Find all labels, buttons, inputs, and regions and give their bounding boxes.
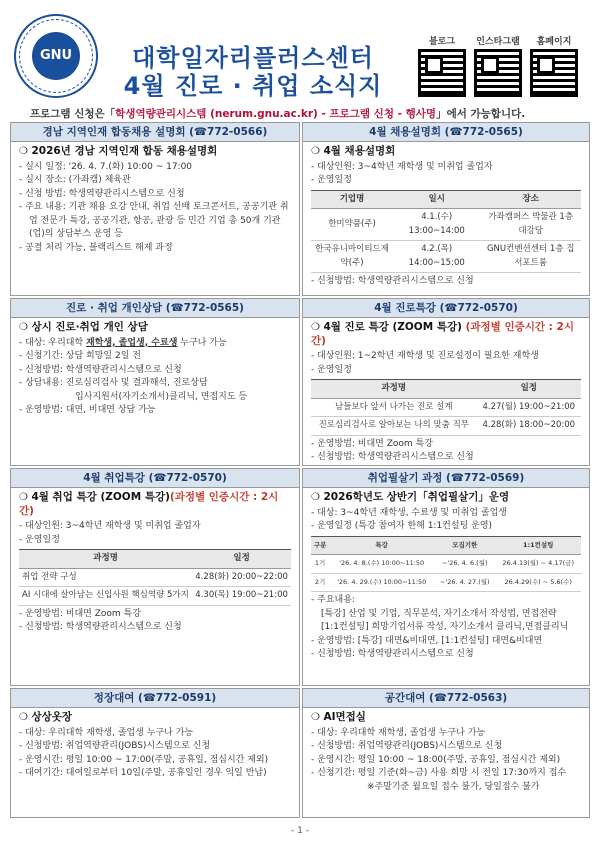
notice-line: 프로그램 신청은「학생역량관리시스템 (nerum.gnu.ac.kr) - 프로그램 신청 - 행사명」에서 가능합니다.	[30, 108, 526, 120]
header	[0, 0, 600, 100]
table-row: AI 시대에 살아남는 신입사원 핵심역량 5가지 4.30(목) 19:00~21:00	[19, 587, 291, 606]
university-logo: GNU	[14, 14, 98, 98]
section-recruit-briefing: 4월 채용설명회 (☎772-0565) ❍ 4월 채용설명회 - 대상인원: 3~4학년 재학생 및 미취업 졸업자 - 운영일정 기업명 일시 장소 한미약품(주) 4.1.(수) 13:00~14:00 가좌캠퍼스 박물관 1층 대강당 한국유니마이티드제약(주) 4.2.(목) 14:00~15:00 GNU컨벤션센터 1층 집서포트룸 - 신청방법: 학생역량관리시스템으로 신청	[302, 122, 590, 296]
qr-blog[interactable]: 블로그	[416, 34, 468, 97]
section-title: ❍ AI면접실	[311, 711, 581, 725]
section-title: ❍ 4월 진로 특강 (ZOOM 특강) (과정별 인증시간 : 2시간)	[311, 321, 581, 348]
newsletter-title: 4월 진로 · 취업 소식지	[123, 72, 383, 100]
qr-code-icon	[418, 49, 466, 97]
section-title: ❍ 4월 취업 특강 (ZOOM 특강)(과정별 인증시간 : 2시간)	[19, 491, 291, 518]
section-header: 경남 지역인재 합동채용 설명회 (☎772-0566)	[11, 123, 299, 142]
section-header: 공간대여 (☎772-0563)	[303, 689, 589, 708]
section-career-lecture: 4월 진로특강 (☎772-0570) ❍ 4월 진로 특강 (ZOOM 특강) (과정별 인증시간 : 2시간) - 대상인원: 1~2학년 재학생 및 진로설정이 필요한 재학생 - 운영일정 과정명 일정 남들보다 앞서 나가는 진로 설계 4.27(월) 19:00~21:00 진로심리검사로 알아보는 나의 맞춤 직무 4.28(화) 18:00~20:00 - 운영방법: 비대면 Zoom 특강 - 신청방법: 학생역량관리시스템으로 신청	[302, 298, 590, 466]
qr-homepage[interactable]: 홈페이지	[528, 34, 580, 97]
center-title: 대학일자리플러스센터	[132, 44, 374, 72]
section-job-fair: 경남 지역인재 합동채용 설명회 (☎772-0566) ❍ 2026년 경남 지역인재 합동 채용설명회 - 실시 일정: '26. 4. 7.(화) 10:00 ~ 17:00 - 실시 장소: (가좌캠) 체육관 - 신청 방법: 학생역량관리시스템으로 신청 - 주요 내용: 기관 채용 요강 안내, 취업 선배 토크콘서트, 공공기관 취업 전문가 특강, 공공기관, 항공, 관광 등 민간 기업 총 50개 기관(업)의 상담부스 운영 등 - 공결 처리 가능, 블랙리스트 해제 과정	[10, 122, 300, 296]
table-row: 진로심리검사로 알아보는 나의 맞춤 직무 4.28(화) 18:00~20:00	[311, 417, 581, 436]
table-row: 한미약품(주) 4.1.(수) 13:00~14:00 가좌캠퍼스 박물관 1층 대강당	[311, 209, 581, 241]
section-header: 정장대여 (☎772-0591)	[11, 689, 299, 708]
section-job-lecture: 4월 취업특강 (☎772-0570) ❍ 4월 취업 특강 (ZOOM 특강)(과정별 인증시간 : 2시간) - 대상인원: 3~4학년 재학생 및 미취업 졸업자 - 운영일정 과정명 일정 취업 전략 구성 4.28(화) 20:00~22:00 AI 시대에 살아남는 신입사원 핵심역량 5가지 4.30(목) 19:00~21:00 - 운영방법: 비대면 Zoom 특강 - 신청방법: 학생역량관리시스템으로 신청	[10, 468, 300, 686]
schedule-table: 과정명 일정 남들보다 앞서 나가는 진로 설계 4.27(월) 19:00~21:00 진로심리검사로 알아보는 나의 맞춤 직무 4.28(화) 18:00~20:00	[311, 379, 581, 436]
section-space-rental: 공간대여 (☎772-0563) ❍ AI면접실 - 대상: 우리대학 재학생, 졸업생 누구나 가능 - 신청방법: 취업역량관리(JOBS)시스템으로 신청 - 운영시간: 평일 10:00 ~ 18:00(주말, 공휴일, 점심시간 제외) - 신청기간: 평일 기준(화~금) 사용 희망 시 전일 17:30까지 접수 ※주말기준 월요일 접수 불가, 당일접수 불가	[302, 688, 590, 818]
table-row: 취업 전략 구성 4.28(화) 20:00~22:00	[19, 568, 291, 587]
section-title: ❍ 2026학년도 상반기「취업필살기」운영	[311, 491, 581, 505]
table-row: 한국유니마이티드제약(주) 4.2.(목) 14:00~15:00 GNU컨벤션센터 1층 집서포트룸	[311, 241, 581, 273]
section-header: 4월 취업특강 (☎772-0570)	[11, 469, 299, 488]
notice-link[interactable]: 학생역량관리시스템 (nerum.gnu.ac.kr) - 프로그램 신청 - 행사명	[115, 108, 437, 120]
section-job-skills: 취업필살기 과정 (☎772-0569) ❍ 2026학년도 상반기「취업필살기」운영 - 대상: 3~4학년 재학생, 수료생 및 미취업 졸업생 - 운영일정 (특강 참여자 한해 1:1컨설팅 운영) 구분 특강 모집기한 1:1컨설팅 1기 '26. 4. 8.(수) 10:00~11:50 ~'26. 4. 6.(월) 26.4.13(월) ~ 4.17(금) 2기 '26. 4. 29.(수) 10:00~11:50 ~'26. 4. 27.(월) 26.4.29(수) ~ 5.6(수) - 주요내용: [특강] 산업 및 기업, 직무분석, 자기소개서 작성법, 면접전략 [1:1컨설팅] 희망기업서류 작성, 자기소개서 클리닉,면접클리닉 - 운영방법: [특강] 대면&비대면, [1:1컨설팅] 대면&비대면 - 신청방법: 학생역량관리시스템으로 신청	[302, 468, 590, 686]
table-row: 1기 '26. 4. 8.(수) 10:00~11:50 ~'26. 4. 6.(월) 26.4.13(월) ~ 4.17(금)	[311, 555, 581, 574]
section-header: 취업필살기 과정 (☎772-0569)	[303, 469, 589, 488]
section-title: ❍ 상상옷장	[19, 711, 291, 725]
schedule-table: 구분 특강 모집기한 1:1컨설팅 1기 '26. 4. 8.(수) 10:00~11:50 ~'26. 4. 6.(월) 26.4.13(월) ~ 4.17(금) 2기 '26. 4. 29.(수) 10:00~11:50 ~'26. 4. 27.(월) 26.4.29(수) ~ 5.6(수)	[311, 536, 581, 593]
qr-instagram[interactable]: 인스타그램	[472, 34, 524, 97]
section-title: ❍ 상시 진로·취업 개인 상담	[19, 321, 291, 335]
section-header: 4월 진로특강 (☎772-0570)	[303, 299, 589, 318]
section-header: 진로 · 취업 개인상담 (☎772-0565)	[11, 299, 299, 318]
section-title: ❍ 2026년 경남 지역인재 합동 채용설명회	[19, 145, 291, 159]
qr-code-icon	[530, 49, 578, 97]
section-header: 4월 채용설명회 (☎772-0565)	[303, 123, 589, 142]
schedule-table: 과정명 일정 취업 전략 구성 4.28(화) 20:00~22:00 AI 시대에 살아남는 신입사원 핵심역량 5가지 4.30(목) 19:00~21:00	[19, 549, 291, 606]
table-row: 2기 '26. 4. 29.(수) 10:00~11:50 ~'26. 4. 27.(월) 26.4.29(수) ~ 5.6(수)	[311, 573, 581, 592]
section-title: ❍ 4월 채용설명회	[311, 145, 581, 159]
page-number: - 1 -	[291, 826, 309, 836]
section-counseling: 진로 · 취업 개인상담 (☎772-0565) ❍ 상시 진로·취업 개인 상담 - 대상: 우리대학 재학생, 졸업생, 수료생 누구나 가능 - 신청기간: 상담 희망일 2일 전 - 신청방법: 학생역량관리시스템으로 신청 - 상담내용: 진로심리검사 및 결과해석, 진로상담 입사지원서(자기소개서)클리닉, 면접지도 등 - 운영방법: 대면, 비대면 상담 가능	[10, 298, 300, 466]
schedule-table: 기업명 일시 장소 한미약품(주) 4.1.(수) 13:00~14:00 가좌캠퍼스 박물관 1층 대강당 한국유니마이티드제약(주) 4.2.(목) 14:00~15:00 GNU컨벤션센터 1층 집서포트룸	[311, 190, 581, 274]
table-row: 남들보다 앞서 나가는 진로 설계 4.27(월) 19:00~21:00	[311, 398, 581, 417]
section-suit-rental: 정장대여 (☎772-0591) ❍ 상상옷장 - 대상: 우리대학 재학생, 졸업생 누구나 가능 - 신청방법: 취업역량관리(JOBS)시스템으로 신청 - 운영시간: 평일 10:00 ~ 17:00(주말, 공휴일, 점심시간 제외) - 대여기간: 대여일로부터 10일(주말, 공휴일인 경우 익일 반납)	[10, 688, 300, 818]
qr-code-icon	[474, 49, 522, 97]
